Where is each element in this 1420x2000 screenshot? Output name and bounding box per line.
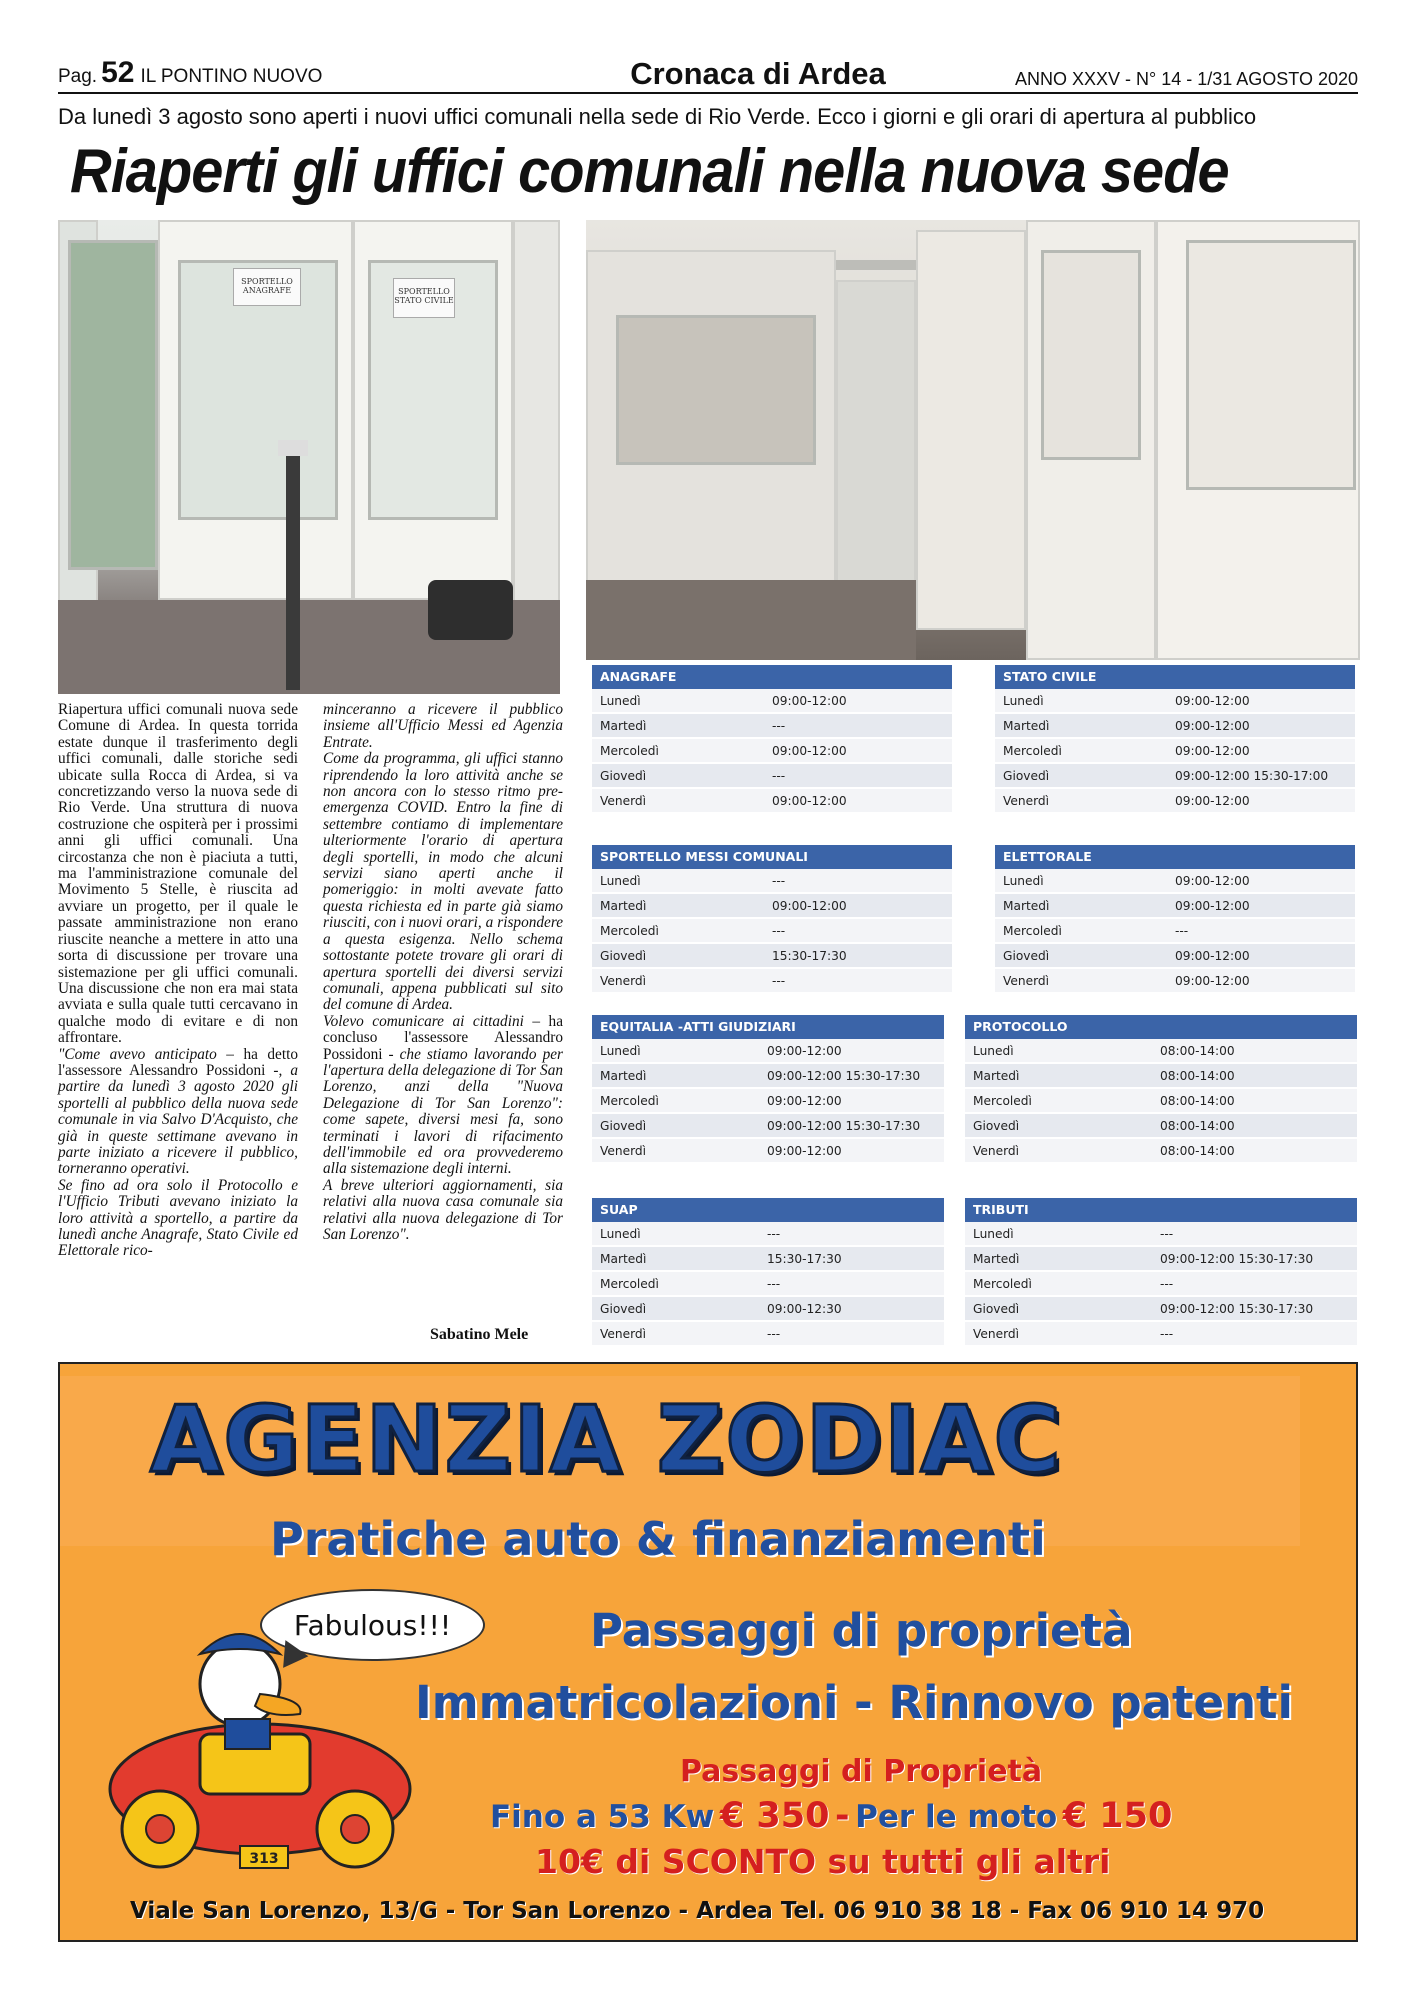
schedule-row <box>592 1139 944 1164</box>
schedule-hours: --- <box>1175 924 1189 938</box>
schedule-hours: --- <box>772 874 786 888</box>
schedule-day: Giovedì <box>600 1119 647 1133</box>
schedule-day: Lunedì <box>973 1227 1014 1241</box>
schedule-day: Martedì <box>973 1252 1020 1266</box>
schedule-day: Lunedì <box>600 874 641 888</box>
schedule-hours: 09:00-12:00 <box>772 899 847 913</box>
schedule-day: Lunedì <box>973 1044 1014 1058</box>
schedule-row <box>995 969 1355 994</box>
schedule-day: Giovedì <box>1003 769 1050 783</box>
schedule-day: Venerdì <box>973 1144 1020 1158</box>
schedule-row <box>592 869 952 894</box>
schedule-hours: 09:00-12:00 <box>1175 899 1250 913</box>
schedule-row <box>965 1272 1357 1297</box>
schedule-row <box>995 894 1355 919</box>
schedule-table <box>995 665 1355 814</box>
schedule-row <box>592 789 952 814</box>
article-paragraph: Volevo comunicare ai cittadini – ha concluso l'assessore Alessandro Possidoni - che stiamo lavorando per l'apertura della delegazione di Tor San Lorenzo, anzi della "Nuova Delegazione di Tor San Lorenzo": come sapete, diversi mesi fa, sono terminati i lavori di rifacimento dell'immobile ed ora provvederemo alla sistemazione degli interni. <box>323 1012 563 1178</box>
ad-service-1: Passaggi di proprietà <box>590 1604 1133 1657</box>
schedule-row <box>995 764 1355 789</box>
schedule-row <box>592 1064 944 1089</box>
schedule-hours: 09:00-12:00 15:30-17:30 <box>1160 1302 1314 1316</box>
schedule-hours: 09:00-12:00 <box>767 1044 842 1058</box>
schedule-day: Martedì <box>1003 719 1050 733</box>
schedule-title: ELETTORALE <box>995 845 1355 869</box>
schedule-row <box>592 1272 944 1297</box>
schedule-day: Mercoledì <box>600 1277 659 1291</box>
schedule-hours: 09:00-12:00 <box>1175 719 1250 733</box>
article-paragraph: Riapertura uffici comunali nuova sede Comune di Ardea. In questa torrida estate dunque il trasferimento degli uffici comunali, dalle storiche sedi ubicate sulla Rocca di Ardea, si va concretizzando verso la nuova sede di Rio Verde. Una struttura di nuova costruzione che ospiterà per i prossimi anni gli uffici comunali. Una circostanza che non è piaciuta a tutti, ma l'amministrazione comunale del Movimento 5 Stelle, è riuscita ad avviare un progetto, per il quale le passate amministrazione non erano riuscite neanche a mettere in atto una sorta di discussione per trovare una sistemazione per gli uffici comunali. Una discussione che non era mai stata avviata e sulla quale tutti cercavano in qualche modo di evitare e di non affrontare. <box>58 701 298 1047</box>
schedule-day: Lunedì <box>1003 694 1044 708</box>
schedule-row <box>592 689 952 714</box>
schedule-hours: 09:00-12:00 <box>772 794 847 808</box>
article-paragraph: minceranno a ricevere il pubblico insieme all'Ufficio Messi ed Agenzia Entrate. <box>323 701 563 751</box>
schedule-day: Mercoledì <box>600 1094 659 1108</box>
schedule-hours: 09:00-12:00 <box>1175 744 1250 758</box>
schedule-title: PROTOCOLLO <box>965 1015 1357 1039</box>
page-header <box>58 56 1358 94</box>
schedule-day: Mercoledì <box>1003 744 1062 758</box>
schedule-row <box>592 1222 944 1247</box>
section-title: Cronaca di Ardea <box>630 56 886 91</box>
schedule-row <box>965 1297 1357 1322</box>
schedule-row <box>592 1247 944 1272</box>
schedule-hours: --- <box>767 1227 781 1241</box>
schedule-day: Martedì <box>600 719 647 733</box>
schedule-hours: --- <box>1160 1277 1174 1291</box>
page-info <box>58 56 322 90</box>
ad-service-2: Immatricolazioni - Rinnovo patenti <box>415 1676 1293 1729</box>
schedule-table <box>592 665 952 814</box>
article-headline: Riaperti gli uffici comunali nella nuova sede <box>70 137 1229 206</box>
schedule-day: Venerdì <box>1003 974 1050 988</box>
schedule-day: Venerdì <box>600 974 647 988</box>
schedule-hours: 09:00-12:00 <box>772 694 847 708</box>
schedule-row <box>995 869 1355 894</box>
article-column-1 <box>58 702 298 1260</box>
ad-discount: 10€ di SCONTO su tutti gli altri <box>535 1842 1111 1881</box>
schedule-row <box>995 919 1355 944</box>
license-plate: 313 <box>249 1851 279 1867</box>
schedule-hours: 09:00-12:00 <box>1175 874 1250 888</box>
schedule-hours: 09:00-12:00 15:30-17:30 <box>767 1119 921 1133</box>
schedule-table <box>592 1015 944 1164</box>
issue-info: ANNO XXXV - N° 14 - 1/31 AGOSTO 2020 <box>1014 69 1358 89</box>
schedule-row <box>592 714 952 739</box>
price-separator: - <box>835 1796 850 1836</box>
schedule-row <box>592 969 952 994</box>
article-paragraph: Come da programma, gli uffici stanno riprendendo la loro attività anche se non ancora con lo stesso ritmo pre-emergenza COVID. Entro la fine di settembre contiamo di implementare ulteriormente l'orario di apertura degli sportelli, in modo che alcuni servizi siano aperti anche il pomeriggio: in molti avevate fatto questa richiesta ed in parte già siamo riusciti, con i nuovi orari, a rispondere a questa esigenza. Nello schema sottostante potete trovare gli orari di apertura sportelli dei diversi servizi comunali, appena pubblicati sul sito del comune di Ardea. <box>323 750 563 1014</box>
schedule-day: Mercoledì <box>600 924 659 938</box>
schedule-hours: 08:00-14:00 <box>1160 1094 1235 1108</box>
schedule-hours: 09:00-12:00 <box>767 1144 842 1158</box>
schedule-row <box>995 689 1355 714</box>
page-number: 52 <box>101 56 135 89</box>
schedule-row <box>965 1039 1357 1064</box>
schedule-row <box>592 1114 944 1139</box>
schedule-title: SUAP <box>592 1198 944 1222</box>
article-column-2 <box>323 702 563 1243</box>
ad-price-row <box>490 1796 1172 1836</box>
schedule-hours: 09:00-12:00 <box>1175 794 1250 808</box>
schedule-row <box>965 1139 1357 1164</box>
schedule-row <box>592 919 952 944</box>
schedule-row <box>592 1322 944 1347</box>
price-b-value: € 150 <box>1062 1796 1173 1836</box>
article-subtitle: Da lunedì 3 agosto sono aperti i nuovi uffici comunali nella sede di Rio Verde. Ecco i giorni e gli orari di apertura al pubblico <box>58 104 1257 129</box>
schedule-row <box>592 1297 944 1322</box>
schedule-row <box>995 714 1355 739</box>
schedule-hours: 09:00-12:00 <box>1175 974 1250 988</box>
schedule-hours: --- <box>772 719 786 733</box>
page-prefix: Pag. <box>58 66 98 87</box>
schedule-day: Giovedì <box>973 1302 1020 1316</box>
schedule-day: Venerdì <box>600 794 647 808</box>
schedule-day: Martedì <box>973 1069 1020 1083</box>
schedule-row <box>965 1322 1357 1347</box>
schedule-day: Mercoledì <box>973 1094 1032 1108</box>
schedule-hours: 08:00-14:00 <box>1160 1069 1235 1083</box>
schedule-table <box>592 1198 944 1347</box>
schedule-day: Giovedì <box>600 769 647 783</box>
schedule-hours: 08:00-14:00 <box>1160 1144 1235 1158</box>
schedule-row <box>995 739 1355 764</box>
advertisement <box>58 1362 1358 1942</box>
ad-contact-footer: Viale San Lorenzo, 13/G - Tor San Lorenzo - Ardea Tel. 06 910 38 18 - Fax 06 910 14 970 <box>130 1898 1265 1924</box>
schedule-day: Giovedì <box>600 949 647 963</box>
schedule-hours: 08:00-14:00 <box>1160 1044 1235 1058</box>
schedule-title: SPORTELLO MESSI COMUNALI <box>592 845 952 869</box>
schedule-hours: 09:00-12:00 15:30-17:30 <box>1160 1252 1314 1266</box>
schedule-row <box>965 1247 1357 1272</box>
schedule-hours: --- <box>1160 1327 1174 1341</box>
price-a-value: € 350 <box>719 1796 830 1836</box>
schedule-day: Giovedì <box>1003 949 1050 963</box>
office-photo-counters <box>58 220 560 694</box>
schedule-hours: 09:00-12:00 <box>1175 694 1250 708</box>
schedule-day: Martedì <box>600 899 647 913</box>
schedule-row <box>592 1089 944 1114</box>
schedule-title: EQUITALIA -ATTI GIUDIZIARI <box>592 1015 944 1039</box>
speech-bubble-text: Fabulous!!! <box>293 1609 452 1642</box>
schedule-day: Mercoledì <box>973 1277 1032 1291</box>
schedule-hours: 08:00-14:00 <box>1160 1119 1235 1133</box>
sign-anagrafe: SPORTELLO ANAGRAFE <box>233 268 301 306</box>
schedule-hours: 09:00-12:00 <box>772 744 847 758</box>
schedule-day: Venerdì <box>600 1327 647 1341</box>
schedule-row <box>995 789 1355 814</box>
schedule-row <box>592 739 952 764</box>
schedule-hours: 09:00-12:00 <box>1175 949 1250 963</box>
schedule-hours: 09:00-12:00 15:30-17:00 <box>1175 769 1329 783</box>
schedule-row <box>592 764 952 789</box>
schedule-hours: 09:00-12:00 15:30-17:30 <box>767 1069 921 1083</box>
price-a-label: Fino a 53 Kw <box>490 1799 715 1835</box>
ad-offer-heading: Passaggi di Proprietà <box>680 1754 1043 1789</box>
article-paragraph: A breve ulteriori aggiornamenti, sia relativi alla nuova casa comunale sia relativi alla nuova delegazione di Tor San Lorenzo". <box>323 1176 563 1243</box>
schedule-row <box>965 1222 1357 1247</box>
schedule-day: Martedì <box>600 1252 647 1266</box>
schedule-hours: 09:00-12:00 <box>767 1094 842 1108</box>
schedule-day: Venerdì <box>600 1144 647 1158</box>
schedule-day: Giovedì <box>973 1119 1020 1133</box>
publication-name: IL PONTINO NUOVO <box>140 66 323 87</box>
schedule-row <box>965 1064 1357 1089</box>
schedule-day: Giovedì <box>600 1302 647 1316</box>
schedule-title: STATO CIVILE <box>995 665 1355 689</box>
schedule-hours: 09:00-12:30 <box>767 1302 842 1316</box>
office-photo-corridor <box>586 220 1360 660</box>
schedule-hours: 15:30-17:30 <box>772 949 847 963</box>
schedule-hours: --- <box>767 1277 781 1291</box>
schedule-day: Martedì <box>1003 899 1050 913</box>
article-author: Sabatino Mele <box>430 1326 529 1343</box>
ad-tagline: Pratiche auto & finanziamenti <box>270 1512 1046 1566</box>
schedule-day: Lunedì <box>600 1227 641 1241</box>
schedule-table <box>965 1198 1357 1347</box>
schedule-table <box>592 845 952 994</box>
schedule-hours: --- <box>772 974 786 988</box>
schedule-table <box>965 1015 1357 1164</box>
schedule-row <box>965 1114 1357 1139</box>
schedule-row <box>592 944 952 969</box>
schedule-hours: --- <box>767 1327 781 1341</box>
schedule-day: Mercoledì <box>600 744 659 758</box>
schedule-row <box>965 1089 1357 1114</box>
schedule-row <box>592 1039 944 1064</box>
schedule-day: Lunedì <box>600 694 641 708</box>
schedule-day: Venerdì <box>973 1327 1020 1341</box>
schedule-day: Lunedì <box>1003 874 1044 888</box>
schedule-title: TRIBUTI <box>965 1198 1357 1222</box>
schedule-hours: --- <box>772 924 786 938</box>
schedule-row <box>592 894 952 919</box>
schedule-hours: --- <box>772 769 786 783</box>
schedule-day: Martedì <box>600 1069 647 1083</box>
schedule-table <box>995 845 1355 994</box>
article-paragraph: "Come avevo anticipato – ha detto l'assessore Alessandro Possidoni -, a partire da lunedì 3 agosto 2020 gli sportelli al pubblico della nuova sede comunale in via Salvo D'Acquisto, che già in queste settimane avevano in parte iniziato a ricevere il pubblico, torneranno operativi. <box>58 1045 299 1178</box>
price-b-label: Per le moto <box>855 1799 1058 1835</box>
schedule-day: Mercoledì <box>1003 924 1062 938</box>
sign-stato-civile: SPORTELLO STATO CIVILE <box>393 278 455 318</box>
schedule-row <box>995 944 1355 969</box>
schedule-hours: 15:30-17:30 <box>767 1252 842 1266</box>
ad-brand: AGENZIA ZODIAC <box>150 1386 1063 1493</box>
schedule-day: Lunedì <box>600 1044 641 1058</box>
article-paragraph: Se fino ad ora solo il Protocollo e l'Ufficio Tributi avevano iniziato la loro attività a sportello, a partire da lunedì anche Anagrafe, Stato Civile ed Elettorale rico- <box>58 1176 298 1260</box>
schedule-hours: --- <box>1160 1227 1174 1241</box>
schedule-day: Venerdì <box>1003 794 1050 808</box>
schedule-title: ANAGRAFE <box>592 665 952 689</box>
